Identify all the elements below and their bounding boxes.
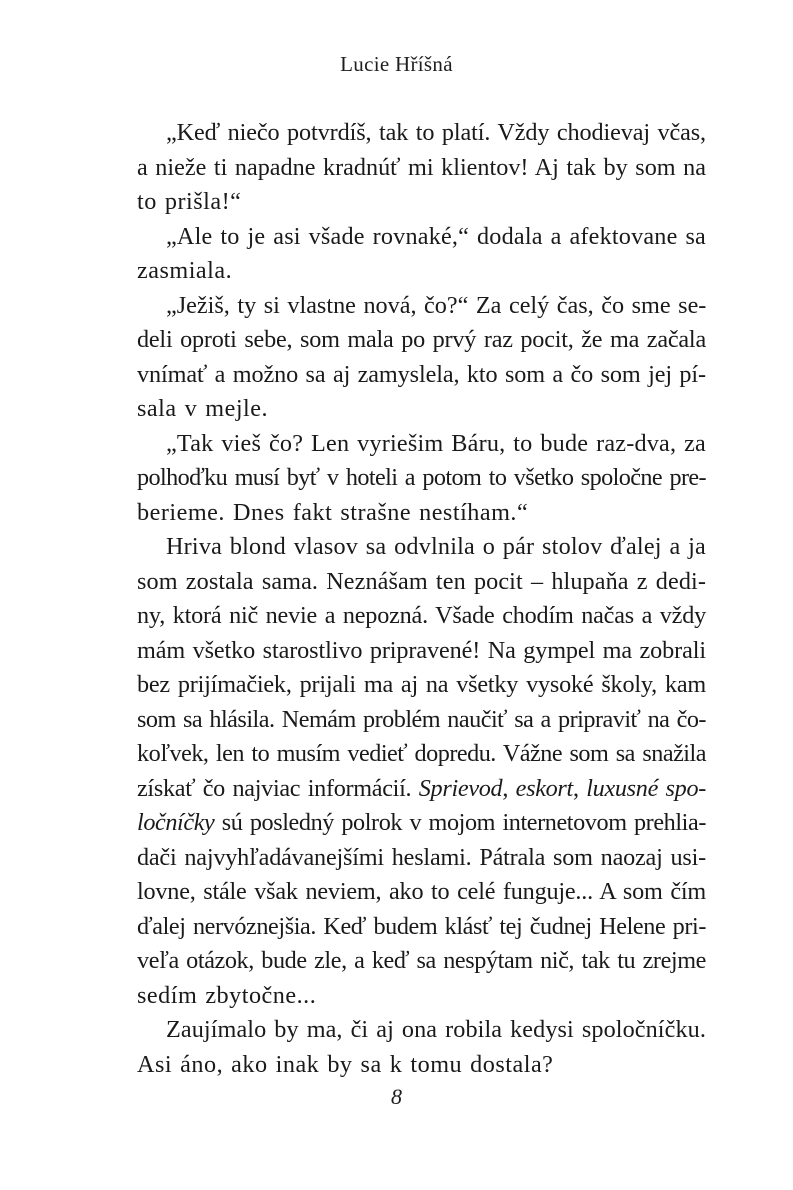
text-segment: mám všetko starostlivo pripravené! Na gympel ma zobrali [137,636,706,664]
text-segment: , [572,774,587,802]
text-line [137,599,706,634]
running-head: Lucie Hříšná [340,52,453,76]
text-line [137,427,706,462]
text-line [137,254,706,289]
text-line [137,220,706,255]
text-segment: sú posledný polrok v mojom internetovom prehlia- [214,809,706,836]
text-line [137,668,706,703]
text-segment: som sa hlásila. Nemám problém naučiť sa a pripraviť na čo- [137,705,706,733]
text-segment: bez prijímačiek, prijali ma aj na všetky vysoké školy, kam [137,671,706,698]
text-line [137,910,706,945]
text-line [137,151,706,186]
text-line [137,392,706,427]
text-line [137,841,706,876]
text-segment: a nieže ti napadne kradnúť mi klientov! Aj tak by som na [137,153,706,181]
text-line [137,703,706,738]
text-segment: sala v mejle. [137,395,269,422]
text-segment: berieme. Dnes fakt strašne nestíham.“ [137,498,529,526]
text-segment: ny, ktorá nič nevie a nepozná. Všade chodím načas a vždy [137,602,706,629]
text-segment: zasmiala. [137,257,233,284]
text-segment: , [502,774,516,802]
text-line [137,1013,706,1048]
text-segment: získať čo najviac informácií. [137,774,419,802]
text-line [137,875,706,910]
text-segment: dači najvyhľadávanejšími heslami. Pátrala som naozaj usi- [137,843,706,871]
text-segment: „Tak vieš čo? Len vyriešim Báru, to bude raz-dva, za [166,429,706,457]
text-line [137,530,706,565]
text-line [137,979,706,1014]
italic-text-segment: luxusné spo- [586,774,706,802]
text-segment: „Keď niečo potvrdíš, tak to platí. Vždy chodievaj včas, [166,119,706,146]
text-line [137,323,706,358]
italic-text-segment: Sprievod [418,774,503,802]
text-segment: lovne, stále však neviem, ako to celé funguje... A som čím [137,878,706,905]
text-line [137,634,706,669]
text-line [137,461,706,496]
text-line [137,806,706,841]
text-segment: to prišla!“ [137,188,242,215]
text-line [137,737,706,772]
text-line [137,565,706,600]
text-segment: som zostala sama. Neznášam ten pocit – hlupaňa z dedi- [137,567,706,595]
text-line [137,772,706,807]
page-number: 8 [391,1084,402,1109]
text-line [137,116,706,151]
text-segment: veľa otázok, bude zle, a keď sa nespýtam nič, tak tu zrejme [137,947,706,974]
text-segment: sedím zbytočne... [137,981,317,1009]
text-line [137,496,706,531]
text-segment: Zaujímalo by ma, či aj ona robila kedysi spoločníčku. [166,1016,706,1043]
text-segment: „Ale to je asi všade rovnaké,“ dodala a afektovane sa [166,222,706,250]
text-segment: deli oproti sebe, som mala po prvý raz pocit, že ma začala [137,326,706,353]
text-segment: Asi áno, ako inak by sa k tomu dostala? [137,1050,554,1078]
text-segment: koľvek, len to musím vedieť dopredu. Vážne som sa snažila [137,740,706,767]
text-segment: Hriva blond vlasov sa odvlnila o pár stolov ďalej a ja [166,533,706,560]
text-segment: vnímať a možno sa aj zamyslela, kto som a čo som jej pí- [137,360,706,388]
text-line [137,185,706,220]
text-line [137,1048,706,1083]
text-line [137,944,706,979]
text-segment: „Ježiš, ty si vlastne nová, čo?“ Za celý čas, čo sme se- [166,291,707,319]
text-segment: polhoďku musí byť v hoteli a potom to všetko spoločne pre- [137,464,706,491]
text-line [137,289,706,324]
italic-text-segment: eskort [515,774,573,802]
body-text [137,116,706,1082]
text-segment: ďalej nervóznejšia. Keď budem klásť tej čudnej Helene pri- [137,912,706,940]
text-line [137,358,706,393]
italic-text-segment: ločníčky [137,809,215,836]
